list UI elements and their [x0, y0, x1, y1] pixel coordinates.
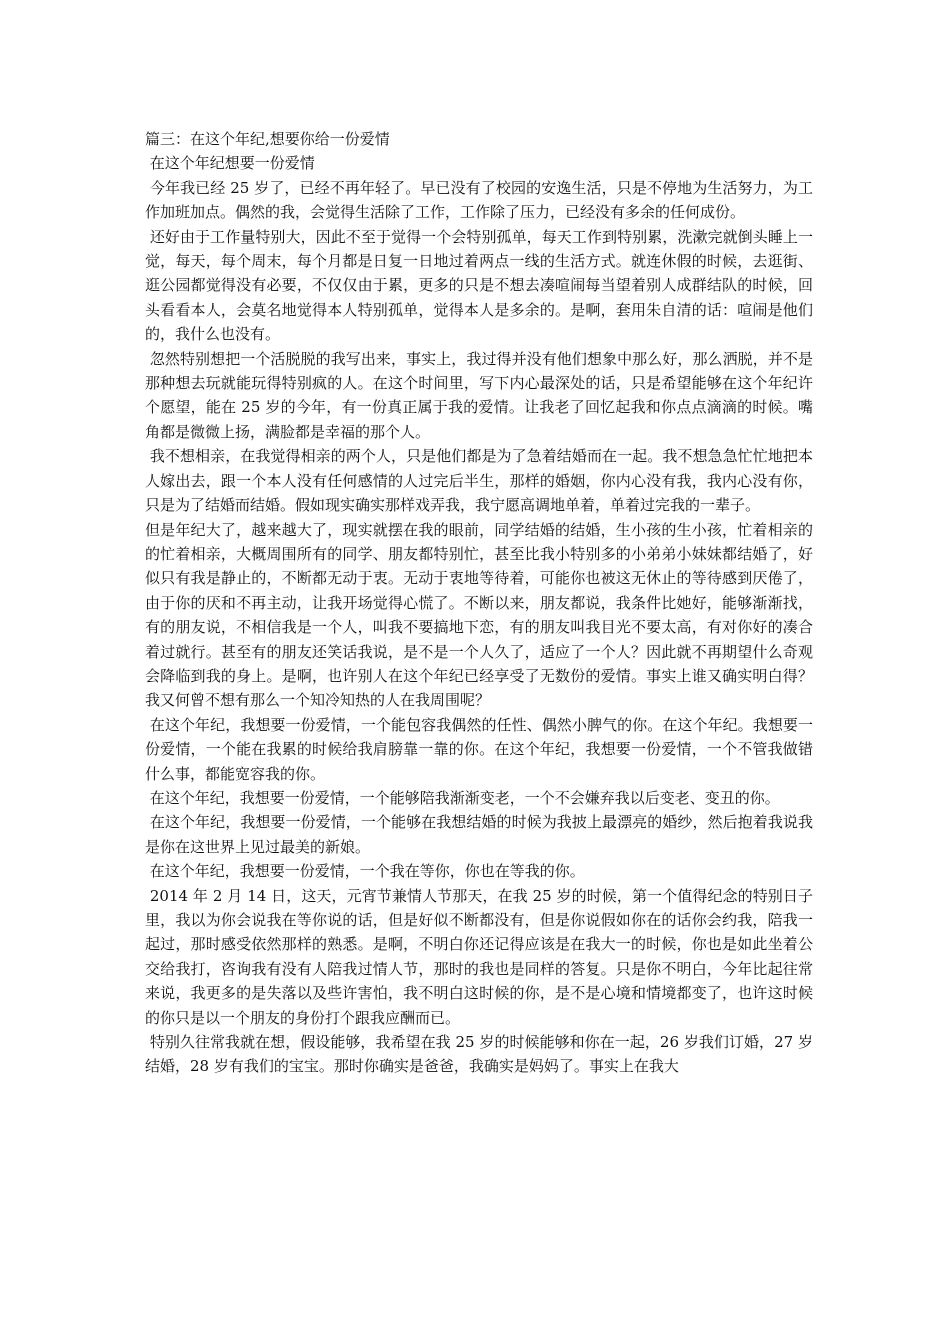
paragraph: 忽然特别想把一个活脱脱的我写出来，事实上，我过得并没有他们想象中那么好，那么洒脱，并不是那种想去玩就能玩得特别疯的人。在这个时间里，写下内心最深处的话，只是希望能够在这个年纪许个愿望，能在 25 岁的今年，有一份真正属于我的爱情。让我老了回忆起我和你点点滴滴的时候。嘴角都是微微上扬，满脸都是幸福的那个人。 — [145, 349, 813, 441]
paragraph: 2014 年 2 月 14 日，这天，元宵节兼情人节那天，在我 25 岁的时候，第一个值得纪念的特别日子里，我以为你会说我在等你说的话，但是好似不断都没有，但是你说假如你在的话你会约我，陪我一起过，那时感受依然那样的熟悉。是啊，不明白你还记得应该是在我大一的时候，你也是如此坐着公交给我打，咨询我有没有人陪我过情人节，那时的我也是同样的答复。只是你不明白，今年比起往常来说，我更多的是失落以及些许害怕，我不明白这时候的你，是不是心境和情境都变了，也许这时候的你只是以一个朋友的身份打个跟我应酬而已。 — [145, 886, 813, 1027]
paragraph: 在这个年纪，我想要一份爱情，一个能够陪我渐渐变老，一个不会嫌弃我以后变老、变丑的你。 — [145, 788, 780, 807]
paragraph: 在这个年纪，我想要一份爱情，一个能够在我想结婚的时候为我披上最漂亮的婚纱，然后抱着我说我是你在这世界上见过最美的新娘。 — [145, 813, 813, 856]
paragraph: 但是年纪大了，越来越大了，现实就摆在我的眼前，同学结婚的结婚，生小孩的生小孩，忙着相亲的的忙着相亲，大概周围所有的同学、朋友都特别忙，甚至比我小特别多的小弟弟小妹妹都结婚了，好似只有我是静止的，不断都无动于衷。无动于衷地等待着，可能你也被这无休止的等待感到厌倦了，由于你的厌和不再主动，让我开场觉得心慌了。不断以来，朋友都说，我条件比她好，能够渐渐找，有的朋友说，不相信我是一个人，叫我不要搞地下恋，有的朋友叫我目光不要太高，有对你好的凑合着过就行。甚至有的朋友还笑话我说，是不是一个人久了，适应了一个人？因此就不再期望什么奇观会降临到我的身上。是啊，也许别人在这个年纪已经享受了无数份的爱情。事实上谁又确实明白得？我又何曾不想有那么一个知冷知热的人在我周围呢？ — [145, 520, 813, 710]
paragraph: 在这个年纪，我想要一份爱情，一个能包容我偶然的任性、偶然小脾气的你。在这个年纪。我想要一份爱情，一个能在我累的时候给我肩膀靠一靠的你。在这个年纪，我想要一份爱情，一个不管我做错什么事，都能宽容我的你。 — [145, 715, 813, 783]
paragraph: 特别久往常我就在想，假设能够，我希望在我 25 岁的时候能够和你在一起，26 岁我们订婚，27 岁结婚，28 岁有我们的宝宝。那时你确实是爸爸，我确实是妈妈了。事实上在我大 — [145, 1033, 813, 1076]
document-title: 篇三：在这个年纪,想要你给一份爱情 — [145, 130, 390, 148]
paragraph: 今年我已经 25 岁了，已经不再年轻了。早已没有了校园的安逸生活，只是不停地为生活努力，为工作加班加点。偶然的我，会觉得生活除了工作，工作除了压力，已经没有多余的任何成份。 — [145, 178, 813, 222]
document-body — [145, 127, 813, 1079]
paragraph: 还好由于工作量特别大，因此不至于觉得一个会特别孤单，每天工作到特别累，洗漱完就倒头睡上一觉，每天，每个周末，每个月都是日复一日地过着两点一线的生活方式。就连休假的时候，去逛街、逛公园都觉得没有必要，不仅仅由于累，更多的只是不想去凑喧闹每当望着别人成群结队的时候，回头看看本人，会莫名地觉得本人特别孤单，觉得本人是多余的。是啊，套用朱自清的话：喧闹是他们的，我什么也没有。 — [145, 227, 813, 344]
paragraph: 在这个年纪，我想要一份爱情，一个我在等你，你也在等我的你。 — [145, 862, 585, 881]
document-subtitle: 在这个年纪想要一份爱情 — [145, 154, 315, 173]
paragraph: 我不想相亲，在我觉得相亲的两个人，只是他们都是为了急着结婚而在一起。我不想急急忙忙地把本人嫁出去，跟一个本人没有任何感情的人过完后半生，那样的婚姻，你内心没有我，我内心没有你，只是为了结婚而结婚。假如现实确实那样戏弄我，我宁愿高调地单着，单着过完我的一辈子。 — [145, 447, 813, 515]
